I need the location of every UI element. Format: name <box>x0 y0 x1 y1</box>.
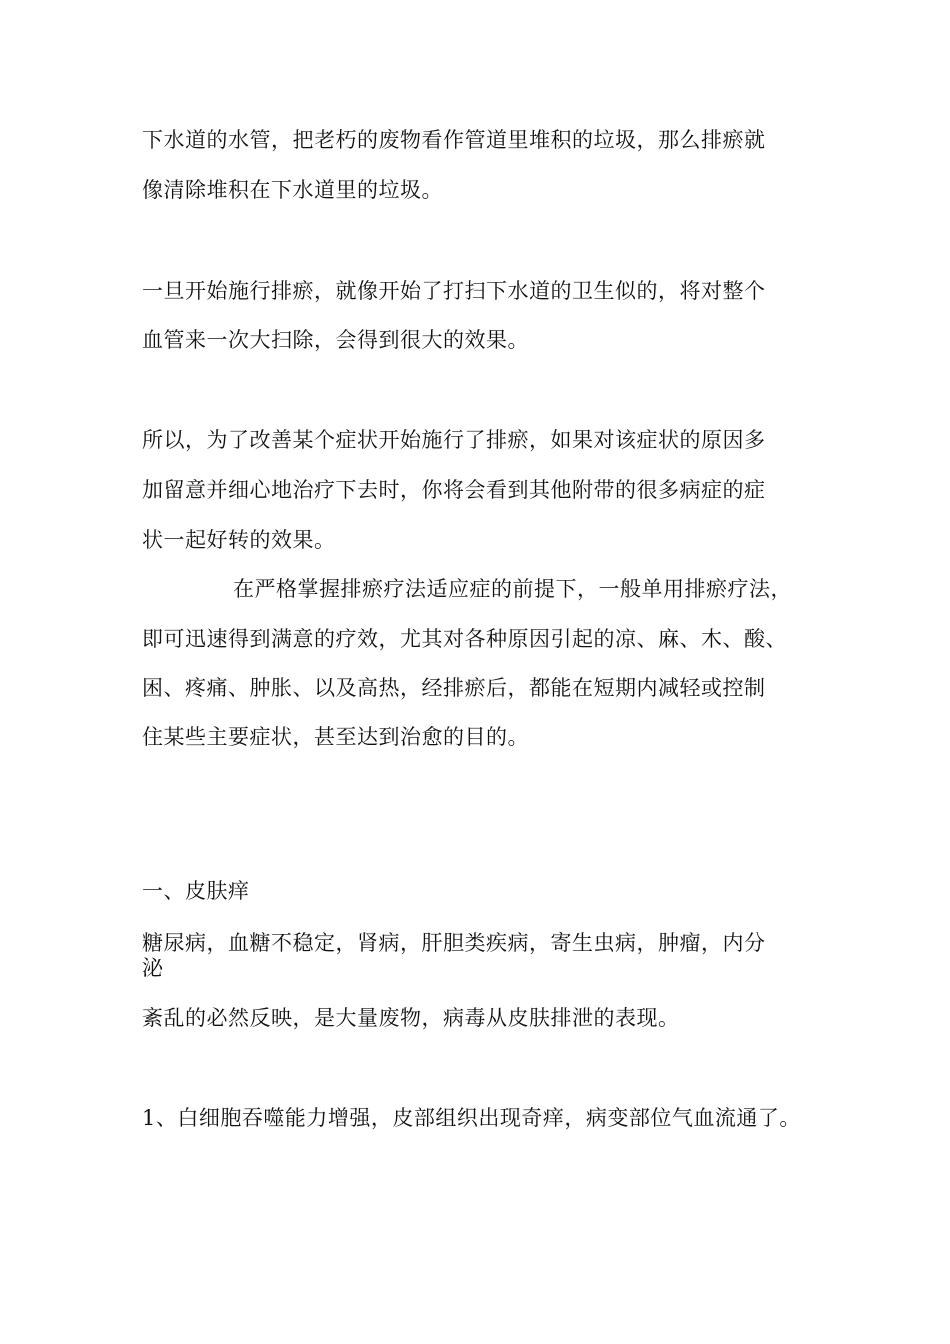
section-body-line-3: 紊乱的必然反映，是大量废物，病毒从皮肤排泄的表现。 <box>142 1006 680 1030</box>
section-body-line-2: 泌 <box>142 956 164 980</box>
paragraph-2-line-1: 一旦开始施行排瘀，就像开始了打扫下水道的卫生似的，将对整个 <box>142 279 766 303</box>
list-item-1: 1、白细胞吞噬能力增强，皮部组织出现奇痒，病变部位气血流通了。 <box>142 1106 801 1130</box>
paragraph-4-line-3: 困、疼痛、肿胀、以及高热，经排瘀后，都能在短期内减轻或控制 <box>142 676 766 700</box>
paragraph-3-line-2: 加留意并细心地治疗下去时，你将会看到其他附带的很多病症的症 <box>142 478 766 502</box>
paragraph-1-line-1: 下水道的水管，把老朽的废物看作管道里堆积的垃圾，那么排瘀就 <box>142 128 766 152</box>
paragraph-1-line-2: 像清除堆积在下水道里的垃圾。 <box>142 178 443 202</box>
paragraph-4-line-4: 住某些主要症状，甚至达到治愈的目的。 <box>142 725 529 749</box>
paragraph-3-line-3: 状一起好转的效果。 <box>142 528 336 552</box>
paragraph-4-line-2: 即可迅速得到满意的疗效，尤其对各种原因引起的凉、麻、木、酸、 <box>142 627 787 651</box>
section-body-line-1: 糖尿病，血糖不稳定，肾病，肝胆类疾病，寄生虫病，肿瘤，内分 <box>142 931 766 955</box>
paragraph-4-line-1: 在严格掌握排瘀疗法适应症的前提下，一般单用排瘀疗法， <box>233 577 792 601</box>
paragraph-2-line-2: 血管来一次大扫除，会得到很大的效果。 <box>142 328 529 352</box>
paragraph-3-line-1: 所以，为了改善某个症状开始施行了排瘀，如果对该症状的原因多 <box>142 428 766 452</box>
section-heading: 一、皮肤痒 <box>142 879 250 903</box>
